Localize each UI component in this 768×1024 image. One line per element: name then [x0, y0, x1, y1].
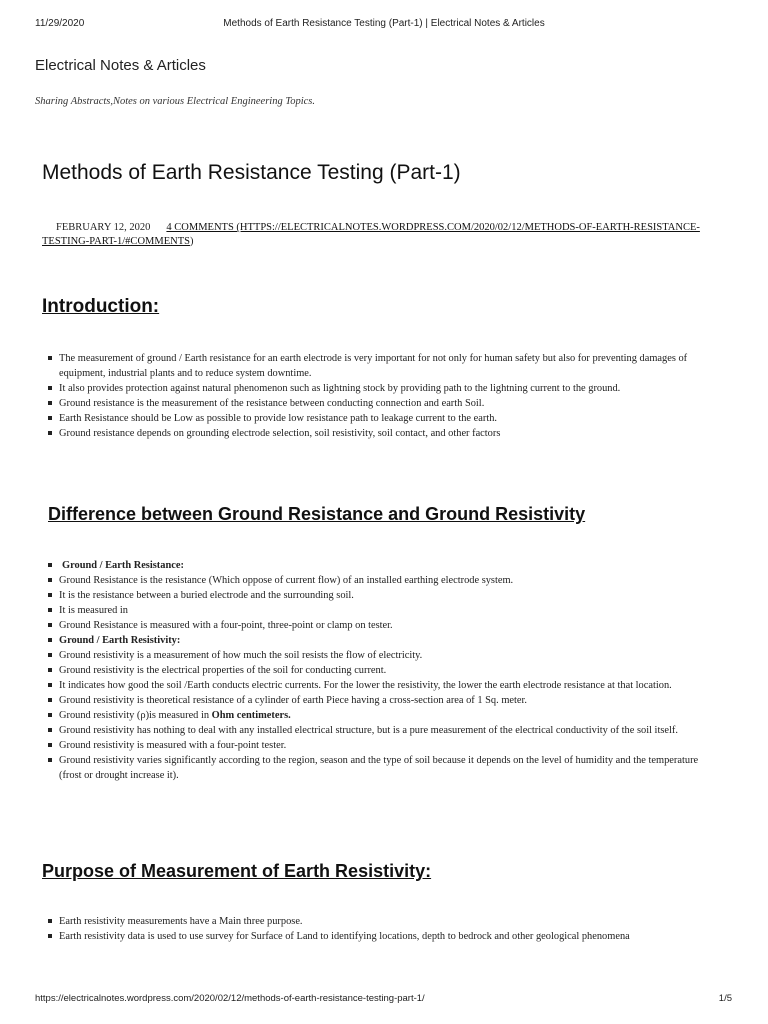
- site-title[interactable]: Electrical Notes & Articles: [35, 57, 206, 74]
- print-url: https://electricalnotes.wordpress.com/2020/02/12/methods-of-earth-resistance-testing-part-1/: [35, 993, 425, 1004]
- intro-list: [42, 351, 726, 441]
- purpose-heading: Purpose of Measurement of Earth Resistivity:: [42, 861, 432, 881]
- list-item: Ground resistivity has nothing to deal with any installed electrical structure, but is a pure measurement of the electrical conductivity of the soil itself.: [42, 723, 718, 738]
- post-date: FEBRUARY 12, 2020: [56, 222, 151, 233]
- list-item: Ground resistance depends on grounding electrode selection, soil resistivity, soil contact, and other factors: [42, 426, 726, 441]
- print-page-title: Methods of Earth Resistance Testing (Part-1) | Electrical Notes & Articles: [223, 18, 545, 29]
- comments-close: ): [189, 236, 194, 247]
- resistance-label: Ground / Earth Resistance:: [42, 558, 718, 573]
- list-item: Earth resistivity data is used to use survey for Surface of Land to identifying locations, depth to bedrock and other geological phenomena: [42, 929, 718, 944]
- site-tagline: Sharing Abstracts,Notes on various Electrical Engineering Topics.: [35, 96, 315, 107]
- list-item: [42, 708, 718, 723]
- difference-list: [42, 558, 718, 783]
- purpose-list: [42, 914, 718, 944]
- post-meta: [42, 221, 732, 249]
- list-item: It indicates how good the soil /Earth conducts electric currents. For the lower the resistivity, the lower the earth electrode resistance at that location.: [42, 678, 718, 693]
- print-footer: [0, 993, 768, 1007]
- comments-link[interactable]: 4 COMMENTS (HTTPS://ELECTRICALNOTES.WORDPRESS.COM/2020/02/12/METHODS-OF-EARTH-RESISTANCE-TESTING-PART-1/#COMMENTS: [42, 222, 700, 247]
- list-item: Earth resistivity measurements have a Main three purpose.: [42, 914, 718, 929]
- list-item: Ground resistivity is a measurement of how much the soil resists the flow of electricity.: [42, 648, 718, 663]
- intro-heading: Introduction:: [42, 296, 160, 317]
- post-title: Methods of Earth Resistance Testing (Part-1): [42, 161, 461, 184]
- list-item: Ground Resistance is the resistance (Which oppose of current flow) of an installed earthing electrode system.: [42, 573, 718, 588]
- list-item: Ground resistivity is the electrical properties of the soil for conducting current.: [42, 663, 718, 678]
- ohm-prefix: Ground resistivity (ρ)is measured in: [59, 710, 212, 721]
- page-number: 1/5: [718, 993, 732, 1004]
- print-date: 11/29/2020: [35, 18, 85, 29]
- list-item: Ground Resistance is measured with a four-point, three-point or clamp on tester.: [42, 618, 718, 633]
- list-item: Earth Resistance should be Low as possible to provide low resistance path to leakage current to the earth.: [42, 411, 726, 426]
- resistivity-label: Ground / Earth Resistivity:: [42, 633, 718, 648]
- list-item: Ground resistivity is measured with a four-point tester.: [42, 738, 718, 753]
- difference-heading: Difference between Ground Resistance and Ground Resistivity: [48, 504, 586, 524]
- list-item: Ground resistivity varies significantly according to the region, season and the type of soil because it depends on the level of humidity and the temperature (frost or drought increase it).: [42, 753, 718, 783]
- list-item: Ground resistivity is theoretical resistance of a cylinder of earth Piece having a cross-section area of 1 Sq. meter.: [42, 693, 718, 708]
- list-item: It also provides protection against natural phenomenon such as lightning stock by providing path to the lightning current to the ground.: [42, 381, 726, 396]
- print-header: [0, 18, 768, 34]
- ohm-unit: Ohm centimeters.: [211, 710, 291, 721]
- list-item: It is measured in: [42, 603, 718, 618]
- list-item: The measurement of ground / Earth resistance for an earth electrode is very important for not only for human safety but also for preventing damages of equipment, industrial plants and to reduce system downtime.: [42, 351, 726, 381]
- list-item: It is the resistance between a buried electrode and the surrounding soil.: [42, 588, 718, 603]
- list-item: Ground resistance is the measurement of the resistance between conducting connection and earth Soil.: [42, 396, 726, 411]
